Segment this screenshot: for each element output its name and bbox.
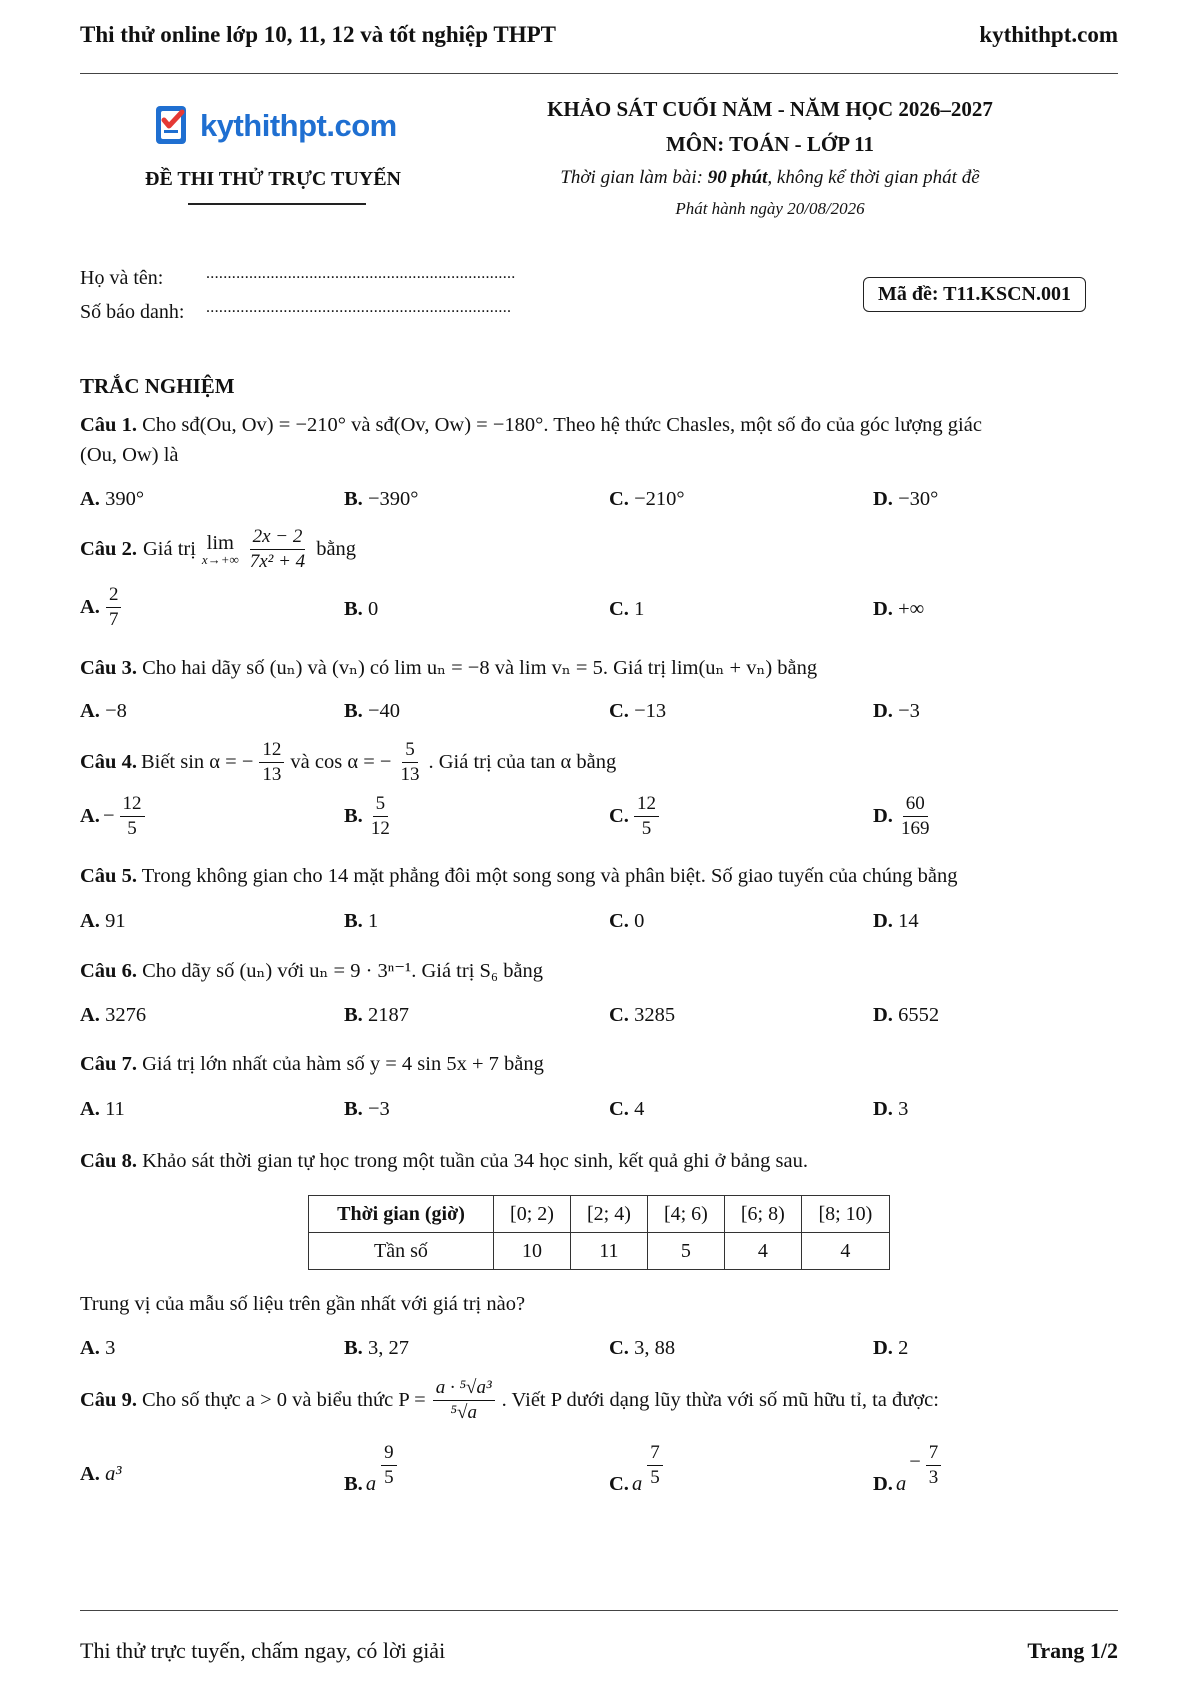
duration-prefix: Thời gian làm bài: bbox=[560, 167, 708, 188]
checklist-logo-icon bbox=[152, 104, 196, 148]
table-cell: [6; 8) bbox=[724, 1196, 801, 1233]
table-cell: [2; 4) bbox=[570, 1196, 647, 1233]
exam-type-subtitle: ĐỀ THI THỬ TRỰC TUYẾN bbox=[145, 168, 401, 190]
q5-option-b[interactable]: B. 1 bbox=[344, 910, 379, 932]
question-2: Câu 2. Giá trị lim x→+∞ $\frac{2x - 2}{\text{7x² + 4}}$ bằng bbox=[80, 526, 357, 572]
logo-text-thpt: thpt bbox=[269, 108, 327, 143]
footer-tagline: Thi thử trực tuyến, chấm ngay, có lời giải bbox=[80, 1638, 446, 1663]
question-label: Câu 6. bbox=[80, 960, 137, 982]
table-row bbox=[309, 1233, 890, 1270]
q4-option-c[interactable]: C. $\frac{12}{5}$ bbox=[609, 794, 661, 839]
header-divider bbox=[80, 73, 1118, 74]
student-id-field[interactable]: ....................................................................... bbox=[206, 299, 512, 316]
q1-option-a[interactable]: A. 390° bbox=[80, 488, 145, 510]
q3-option-b[interactable]: B. −40 bbox=[344, 700, 400, 722]
table-cell: 4 bbox=[801, 1233, 889, 1270]
q8-option-a[interactable]: A. 3 bbox=[80, 1337, 116, 1359]
question-8 bbox=[80, 1150, 808, 1173]
table-cell: 5 bbox=[647, 1233, 724, 1270]
question-label: Câu 8. bbox=[80, 1150, 137, 1172]
header-site-link[interactable]: kythithpt.com bbox=[979, 22, 1118, 47]
table-cell: [4; 6) bbox=[647, 1196, 724, 1233]
q7-option-d[interactable]: D. 3 bbox=[873, 1098, 909, 1120]
q6-option-d[interactable]: D. 6552 bbox=[873, 1004, 940, 1026]
footer-divider bbox=[80, 1610, 1118, 1611]
q5-option-c[interactable]: C. 0 bbox=[609, 910, 645, 932]
header-title: Thi thử online lớp 10, 11, 12 và tốt nghiệp THPT bbox=[80, 22, 556, 47]
q6-option-c[interactable]: C. 3285 bbox=[609, 1004, 676, 1026]
q9-option-a[interactable]: A. a³ bbox=[80, 1463, 122, 1485]
q1-option-c[interactable]: C. −210° bbox=[609, 488, 685, 510]
frequency-table bbox=[308, 1195, 890, 1270]
q3-option-c[interactable]: C. −13 bbox=[609, 700, 667, 722]
name-label: Họ và tên: bbox=[80, 267, 164, 289]
q4-option-d[interactable]: D. $\frac{60}{169}$ bbox=[873, 793, 930, 839]
question-5 bbox=[80, 865, 1130, 888]
section-heading: TRẮC NGHIỆM bbox=[80, 374, 235, 398]
question-label: Câu 7. bbox=[80, 1053, 137, 1075]
table-cell: 10 bbox=[494, 1233, 571, 1270]
exam-code-box: Mã đề: T11.KSCN.001 bbox=[863, 277, 1086, 312]
site-logo[interactable] bbox=[152, 104, 397, 148]
q2-option-a[interactable]: A. $\frac{2}{7}$ bbox=[80, 585, 123, 630]
question-label: Câu 5. bbox=[80, 865, 137, 887]
q2-option-c[interactable]: C. 1 bbox=[609, 598, 645, 620]
student-id-label: Số báo danh: bbox=[80, 301, 185, 323]
question-label: Câu 1. bbox=[80, 414, 137, 436]
subtitle-underline bbox=[188, 203, 366, 205]
table-row bbox=[309, 1196, 890, 1233]
q6-option-a[interactable]: A. 3276 bbox=[80, 1004, 147, 1026]
q5-option-a[interactable]: A. 91 bbox=[80, 910, 126, 932]
limit-operator: lim x→+∞ bbox=[201, 531, 239, 568]
q4-option-b[interactable]: B. $\frac{5}{12}$ bbox=[344, 793, 390, 839]
question-6 bbox=[80, 958, 543, 983]
duration-value: 90 phút bbox=[707, 167, 768, 188]
page-number: Trang 1/2 bbox=[1027, 1638, 1118, 1663]
q1-option-d[interactable]: D. −30° bbox=[873, 488, 939, 510]
table-cell: [8; 10) bbox=[801, 1196, 889, 1233]
question-text: Giá trị lớn nhất của hàm số y = 4 sin 5x + 7 bằng bbox=[142, 1053, 544, 1075]
question-3 bbox=[80, 655, 817, 680]
table-header-frequency: Tần số bbox=[309, 1233, 494, 1270]
q9-option-d[interactable]: D. a − $\frac{7}{3}$ bbox=[873, 1443, 943, 1496]
table-cell: 11 bbox=[570, 1233, 647, 1270]
question-4: Câu 4. Biết sin α = − $\frac{12}{13}$ và cos α = − $\frac{5}{13}$ . Giá trị của tan α bằng bbox=[80, 739, 617, 785]
limit-fraction: $\frac{2x - 2}{\text{7x² + 4}}$ bbox=[249, 526, 306, 572]
q8-option-d[interactable]: D. 2 bbox=[873, 1337, 909, 1359]
q7-option-a[interactable]: A. 11 bbox=[80, 1098, 125, 1120]
q4-option-a[interactable]: A. − $\frac{12}{5}$ bbox=[80, 794, 147, 839]
table-cell: 4 bbox=[724, 1233, 801, 1270]
question-text: Cho hai dãy số (uₙ) và (vₙ) có lim uₙ = −8 và lim vₙ = 5. Giá trị lim(uₙ + vₙ) bằng bbox=[142, 657, 818, 679]
q3-option-a[interactable]: A. −8 bbox=[80, 700, 127, 722]
q6-option-b[interactable]: B. 2187 bbox=[344, 1004, 409, 1026]
question-text: Cho dãy số (uₙ) với uₙ = 9 · 3ⁿ⁻¹. Giá trị S₆ bằng bbox=[142, 960, 544, 982]
question-text: Cho sđ(Ou, Ov) = −210° và sđ(Ov, Ow) = −180°. Theo hệ thức Chasles, một số đo của góc lượng giác bbox=[142, 414, 982, 436]
exam-duration bbox=[520, 167, 1020, 189]
q2-option-d[interactable]: D. +∞ bbox=[873, 598, 925, 620]
q9-option-c[interactable]: C. a $\frac{7}{5}$ bbox=[609, 1443, 665, 1496]
q7-option-b[interactable]: B. −3 bbox=[344, 1098, 390, 1120]
table-cell: [0; 2) bbox=[494, 1196, 571, 1233]
q8-option-b[interactable]: B. 3, 27 bbox=[344, 1337, 409, 1359]
question-7 bbox=[80, 1053, 544, 1076]
duration-suffix: , không kể thời gian phát đề bbox=[767, 167, 980, 188]
table-header-time: Thời gian (giờ) bbox=[309, 1196, 494, 1233]
question-label: Câu 4. bbox=[80, 750, 137, 773]
question-text: Khảo sát thời gian tự học trong một tuần của 34 học sinh, kết quả ghi ở bảng sau. bbox=[142, 1150, 808, 1172]
q2-option-b[interactable]: B. 0 bbox=[344, 598, 379, 620]
logo-text-suffix: .com bbox=[326, 108, 397, 143]
exam-title: KHẢO SÁT CUỐI NĂM - NĂM HỌC 2026–2027 bbox=[547, 97, 993, 121]
q7-option-c[interactable]: C. 4 bbox=[609, 1098, 645, 1120]
q1-option-b[interactable]: B. −390° bbox=[344, 488, 419, 510]
question-9: Câu 9. Cho số thực a > 0 và biểu thức P = $\frac{\text{a · ⁵√a³}}{\text{⁵√a}}$ . Viết P dưới dạng lũy thừa với số mũ hữu tỉ, ta được: bbox=[80, 1377, 939, 1423]
question-label: Câu 2. bbox=[80, 537, 137, 560]
question-1-line2: (Ou, Ow) là bbox=[80, 444, 179, 466]
question-8-followup: Trung vị của mẫu số liệu trên gần nhất với giá trị nào? bbox=[80, 1293, 526, 1315]
q3-option-d[interactable]: D. −3 bbox=[873, 700, 920, 722]
question-label: Câu 3. bbox=[80, 657, 137, 679]
q5-option-d[interactable]: D. 14 bbox=[873, 910, 919, 932]
release-date: Phát hành ngày 20/08/2026 bbox=[675, 199, 865, 218]
exam-subject: MÔN: TOÁN - LỚP 11 bbox=[665, 132, 875, 156]
question-text: Trong không gian cho 14 mặt phẳng đôi một song song và phân biệt. Số giao tuyến của chúng bằng bbox=[141, 865, 958, 887]
q9-option-b[interactable]: B. a $\frac{9}{5}$ bbox=[344, 1443, 399, 1496]
name-field[interactable]: ........................................................................ bbox=[206, 265, 516, 282]
question-label: Câu 9. bbox=[80, 1388, 137, 1411]
question-1 bbox=[80, 414, 1120, 437]
q8-option-c[interactable]: C. 3, 88 bbox=[609, 1337, 676, 1359]
logo-text-kythi: kythi bbox=[200, 108, 270, 143]
